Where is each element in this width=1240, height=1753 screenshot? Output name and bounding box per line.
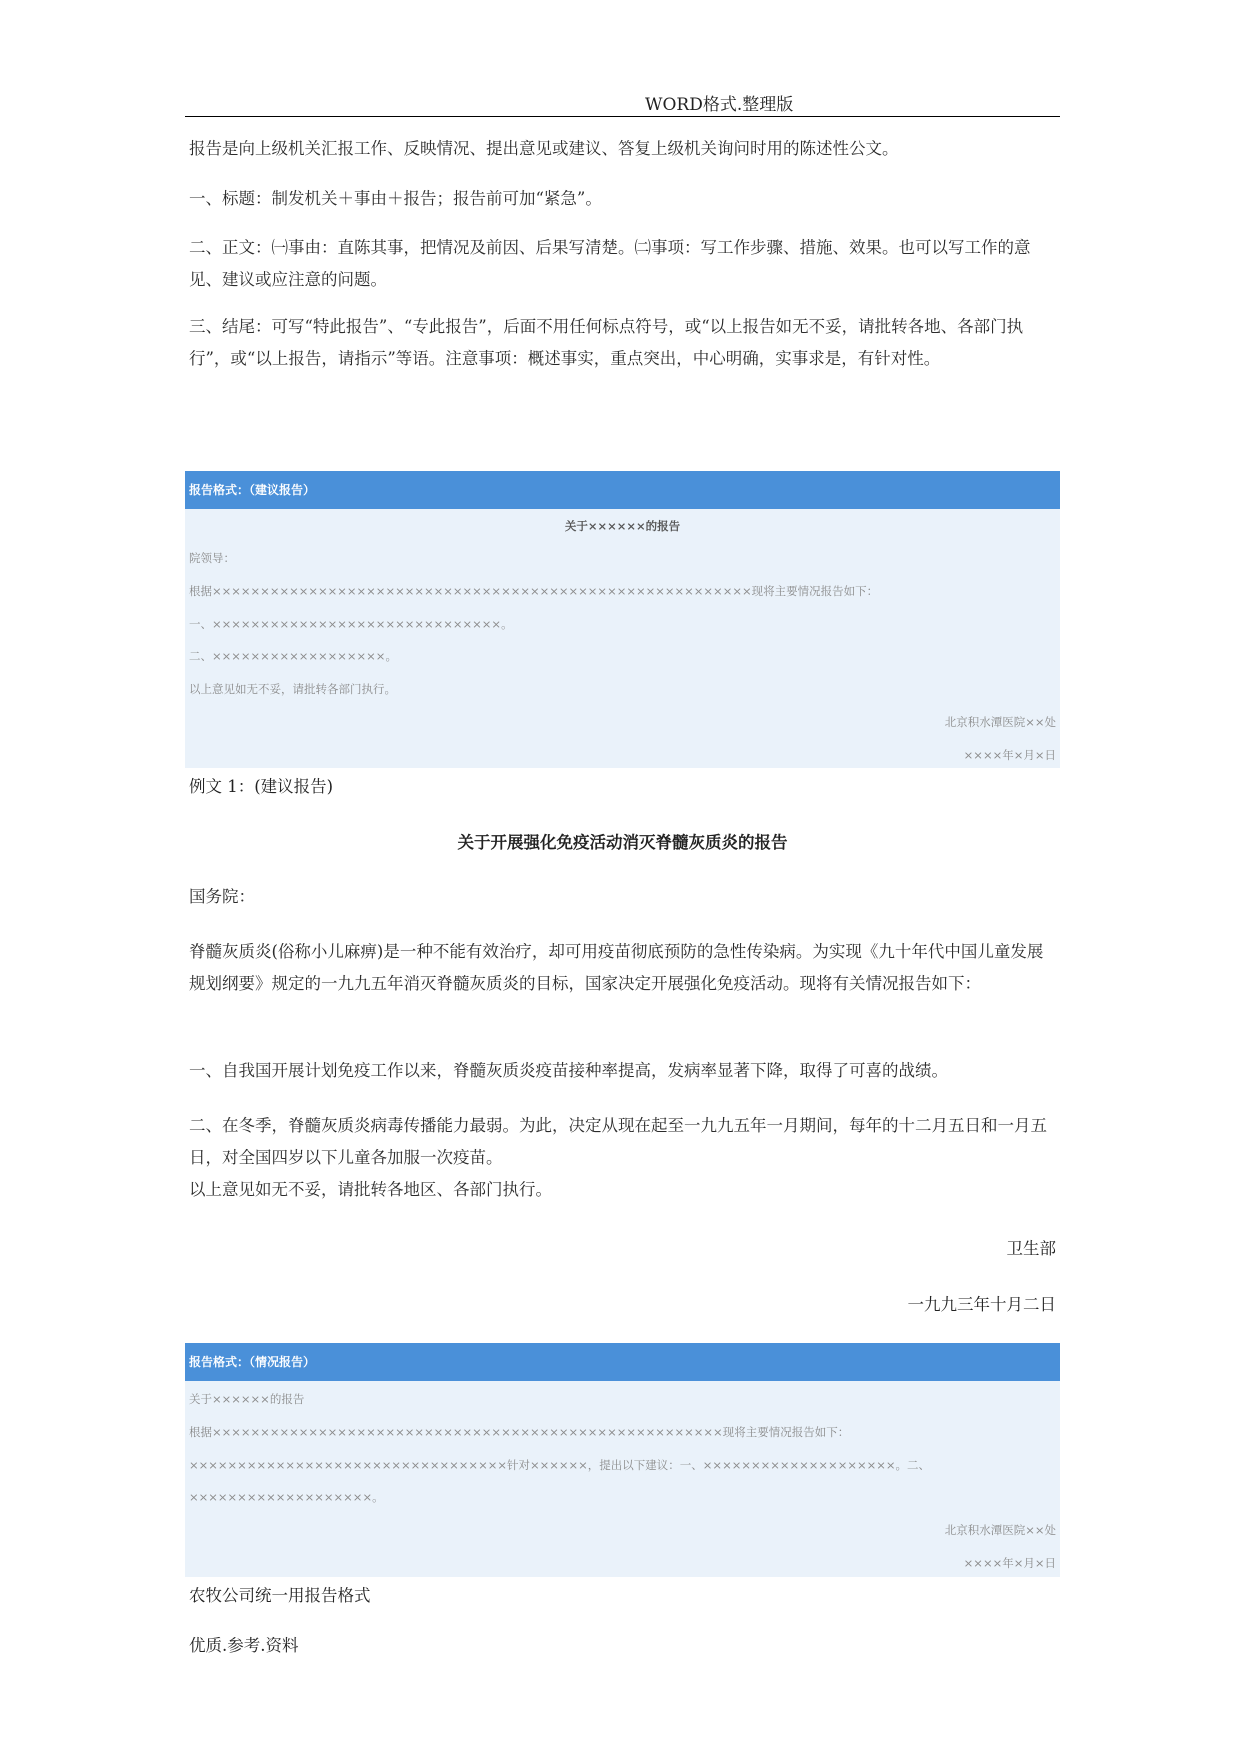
- box-line-2: 一、××××××××××××××××××××××××××××××。: [189, 617, 513, 631]
- example-paragraph-3: 二、在冬季，脊髓灰质炎病毒传播能力最弱。为此，决定从现在起至一九九五年一月期间，每年的十二月五日和一月五日，对全国四岁以下儿童各加服一次疫苗。: [189, 1116, 1047, 1167]
- box-line-2: 根据×××××××××××××××××××××××××××××××××××××××××××××××××××××现将主要情况报告如下：: [189, 1425, 850, 1439]
- box-line-3: ×××××××××××××××××××××××××××××××××针对××××××，提出以下建议：一、××××××××××××××××××××。二、: [189, 1458, 931, 1472]
- box-signer: 北京积水潭医院××处: [944, 1523, 1056, 1537]
- box-signer: 北京积水潭医院××处: [944, 715, 1056, 729]
- page-header: [185, 86, 1060, 117]
- box-line-3: 二、××××××××××××××××××。: [189, 649, 397, 663]
- example-paragraph-4: 以上意见如无不妥，请批转各地区、各部门执行。: [189, 1180, 552, 1199]
- box-line-4: ×××××××××××××××××××。: [189, 1490, 384, 1504]
- example-date: 一九九三年十月二日: [907, 1295, 1056, 1314]
- box-date: ××××年×月×日: [963, 748, 1056, 762]
- report-format-box-suggestion: [185, 471, 1060, 768]
- footer-line-2: 优质.参考.资料: [189, 1636, 299, 1655]
- box-header: 报告格式：（建议报告）: [185, 471, 1060, 509]
- box-title: 关于××××××的报告: [564, 519, 681, 533]
- box-header: 报告格式：（情况报告）: [185, 1343, 1060, 1381]
- intro-paragraph-1: 报告是向上级机关汇报工作、反映情况、提出意见或建议、答复上级机关询问时用的陈述性公文。: [189, 139, 899, 158]
- footer-line-1: 农牧公司统一用报告格式: [189, 1586, 371, 1605]
- box-line-1: 关于××××××的报告: [189, 1392, 305, 1406]
- example-salutation: 国务院：: [189, 887, 255, 906]
- intro-paragraph-3: 二、正文：㈠事由：直陈其事，把情况及前因、后果写清楚。㈡事项：写工作步骤、措施、效果。也可以写工作的意见、建议或应注意的问题。: [189, 238, 1031, 289]
- box-date: ××××年×月×日: [963, 1556, 1056, 1570]
- example-signer: 卫生部: [1006, 1239, 1056, 1258]
- box-line-4: 以上意见如无不妥，请批转各部门执行。: [189, 682, 396, 696]
- box-salutation: 院领导：: [189, 551, 235, 565]
- intro-paragraph-4: 三、结尾：可写“特此报告”、“专此报告”，后面不用任何标点符号，或“以上报告如无不妥，请批转各地、各部门执行”，或“以上报告，请指示”等语。注意事项：概述事实，重点突出，中心明确，实事求是，有针对性。: [189, 317, 1024, 368]
- box-line-1: 根据××××××××××××××××××××××××××××××××××××××××××××××××××××××××现将主要情况报告如下：: [189, 584, 879, 598]
- intro-paragraph-2: 一、标题：制发机关＋事由＋报告；报告前可加“紧急”。: [189, 189, 602, 208]
- example-paragraph-2: 一、自我国开展计划免疫工作以来，脊髓灰质炎疫苗接种率提高，发病率显著下降，取得了可喜的战绩。: [189, 1061, 948, 1080]
- report-format-box-situation: [185, 1343, 1060, 1577]
- example-caption: 例文 1：(建议报告): [189, 777, 334, 796]
- example-paragraph-1: 脊髓灰质炎(俗称小儿麻痹)是一种不能有效治疗，却可用疫苗彻底预防的急性传染病。为实现《九十年代中国儿童发展规划纲要》规定的一九九五年消灭脊髓灰质炎的目标，国家决定开展强化免疫活动。现将有关情况报告如下：: [189, 942, 1044, 993]
- header-text: WORD格式.整理版: [645, 95, 794, 115]
- example-title: 关于开展强化免疫活动消灭脊髓灰质炎的报告: [457, 833, 788, 852]
